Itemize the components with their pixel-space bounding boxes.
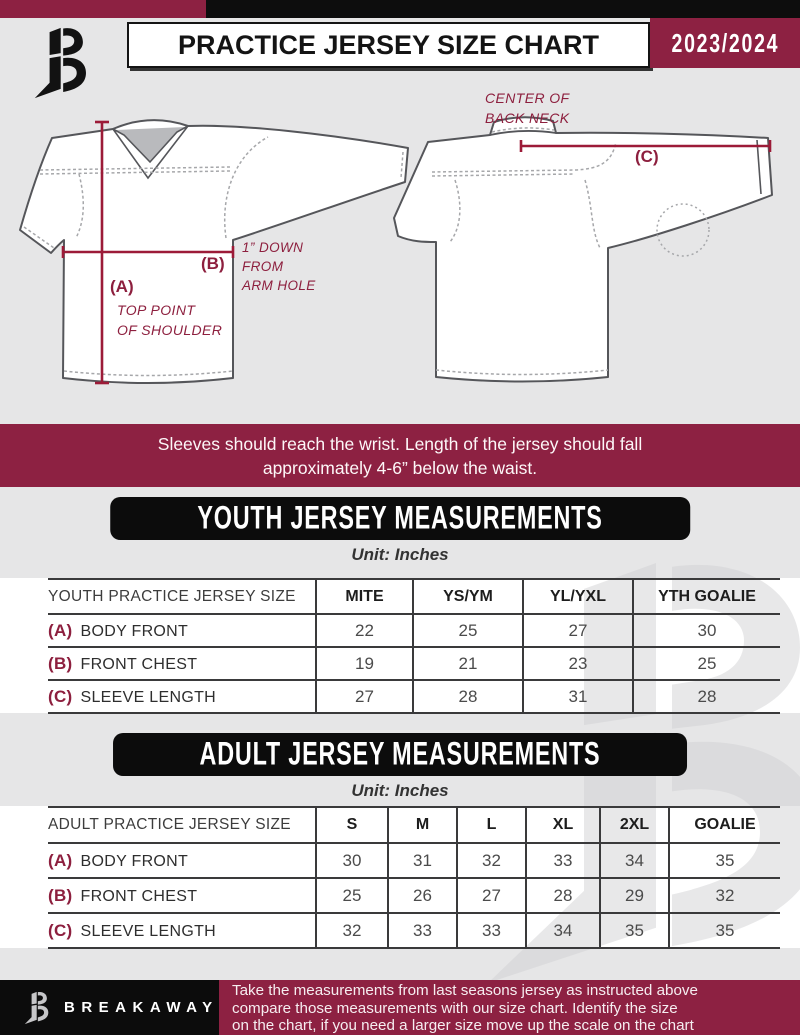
youth-col-ylyxl: YL/YXL [523, 579, 633, 614]
youth-row-c-label [48, 680, 316, 713]
adult-row-b-label [48, 878, 316, 913]
cell-value: 28 [633, 680, 780, 713]
table-row [48, 647, 780, 680]
measure-a-caption-line2: OF SHOULDER [117, 322, 223, 338]
adult-table-header-row [48, 807, 780, 843]
row-tag: (B) [48, 653, 73, 673]
row-label-text: FRONT CHEST [80, 655, 198, 673]
footer-line2: compare those measurements with our size chart. Identify the size [232, 999, 678, 1017]
breakaway-b-logo-icon [24, 26, 90, 100]
adult-row-a-label [48, 843, 316, 878]
cell-value: 28 [413, 680, 523, 713]
adult-col-l: L [457, 807, 526, 843]
cell-value: 32 [669, 878, 780, 913]
adult-col-xl: XL [526, 807, 600, 843]
row-label-text: SLEEVE LENGTH [80, 922, 217, 940]
cell-value: 25 [633, 647, 780, 680]
youth-table-header-row [48, 579, 780, 614]
cell-value: 19 [316, 647, 413, 680]
cell-value: 22 [316, 614, 413, 647]
row-tag: (B) [48, 885, 73, 905]
measure-c-tag: (C) [635, 147, 659, 166]
cell-value: 30 [633, 614, 780, 647]
adult-col-m: M [388, 807, 457, 843]
instruction-banner [0, 424, 800, 487]
youth-size-table [48, 578, 780, 714]
youth-section-title: YOUTH JERSEY MEASUREMENTS [197, 500, 603, 536]
cell-value: 28 [526, 878, 600, 913]
table-row [48, 680, 780, 713]
season-label: 2023/2024 [671, 27, 779, 57]
cell-value: 35 [600, 913, 669, 948]
adult-unit-label: Unit: Inches [351, 781, 449, 800]
measure-b-tag: (B) [201, 254, 225, 273]
table-row [48, 614, 780, 647]
adult-col-goalie: GOALIE [669, 807, 780, 843]
youth-size-header-cell: YOUTH PRACTICE JERSEY SIZE [48, 579, 316, 614]
row-label-text: FRONT CHEST [80, 887, 198, 905]
youth-col-mite: MITE [316, 579, 413, 614]
row-tag: (C) [48, 686, 73, 706]
measure-c-caption [485, 88, 570, 128]
measure-b-caption-line2: FROM [242, 259, 284, 274]
footer-instructions-block [219, 980, 800, 1035]
jersey-diagrams [0, 90, 800, 424]
youth-unit-label: Unit: Inches [351, 545, 449, 564]
cell-value: 31 [523, 680, 633, 713]
page-title: PRACTICE JERSEY SIZE CHART [177, 29, 600, 60]
measure-a-tag: (A) [110, 277, 134, 296]
cell-value: 34 [600, 843, 669, 878]
table-row [48, 913, 780, 948]
youth-section-header [110, 497, 690, 540]
cell-value: 32 [316, 913, 388, 948]
adult-row-c-label [48, 913, 316, 948]
measure-b-caption-line1: 1” DOWN [242, 240, 304, 255]
row-label-text: BODY FRONT [80, 852, 189, 870]
cell-value: 27 [316, 680, 413, 713]
adult-col-2xl: 2XL [600, 807, 669, 843]
footer-line3: on the chart, if you need a larger size move up the scale on the chart [232, 1017, 694, 1035]
banner-line2: approximately 4-6” below the waist. [262, 457, 538, 478]
adult-col-s: S [316, 807, 388, 843]
adult-section-title: ADULT JERSEY MEASUREMENTS [199, 736, 601, 772]
measure-c-caption-line1: CENTER OF [485, 90, 570, 106]
cell-value: 31 [388, 843, 457, 878]
cell-value: 33 [526, 843, 600, 878]
adult-size-header-cell: ADULT PRACTICE JERSEY SIZE [48, 807, 316, 843]
footer-brand-name: BREAKAWAY [64, 999, 219, 1016]
cell-value: 25 [316, 878, 388, 913]
cell-value: 25 [413, 614, 523, 647]
measure-a-caption-line1: TOP POINT [117, 302, 196, 318]
cell-value: 33 [457, 913, 526, 948]
footer-line1: Take the measurements from last seasons jersey as instructed above [232, 982, 698, 999]
adult-size-table [48, 806, 780, 949]
top-strip-black [206, 0, 800, 18]
cell-value: 34 [526, 913, 600, 948]
row-tag: (A) [48, 850, 73, 870]
cell-value: 33 [388, 913, 457, 948]
banner-line1: Sleeves should reach the wrist. Length of the jersey should fall [157, 433, 643, 454]
youth-row-a-label [48, 614, 316, 647]
measure-b-caption-line3: ARM HOLE [242, 278, 316, 293]
cell-value: 30 [316, 843, 388, 878]
row-tag: (C) [48, 920, 73, 940]
cell-value: 21 [413, 647, 523, 680]
table-row [48, 878, 780, 913]
page-title-box [127, 22, 650, 68]
footer-brand-block [0, 980, 219, 1035]
table-row [48, 843, 780, 878]
row-tag: (A) [48, 620, 73, 640]
measure-b-caption [242, 238, 316, 295]
season-badge [650, 18, 800, 68]
cell-value: 27 [457, 878, 526, 913]
cell-value: 35 [669, 913, 780, 948]
youth-col-ysym: YS/YM [413, 579, 523, 614]
measure-a-caption [117, 300, 222, 340]
cell-value: 26 [388, 878, 457, 913]
youth-col-goalie: YTH GOALIE [633, 579, 780, 614]
footer-b-logo-icon [20, 991, 50, 1025]
cell-value: 32 [457, 843, 526, 878]
top-strip-maroon [0, 0, 206, 18]
cell-value: 23 [523, 647, 633, 680]
youth-row-b-label [48, 647, 316, 680]
cell-value: 27 [523, 614, 633, 647]
row-label-text: SLEEVE LENGTH [80, 688, 217, 706]
footer-instructions [232, 982, 792, 1035]
adult-section-header [113, 733, 687, 776]
cell-value: 29 [600, 878, 669, 913]
row-label-text: BODY FRONT [80, 622, 189, 640]
cell-value: 35 [669, 843, 780, 878]
measure-c-caption-line2: BACK NECK [485, 110, 570, 126]
